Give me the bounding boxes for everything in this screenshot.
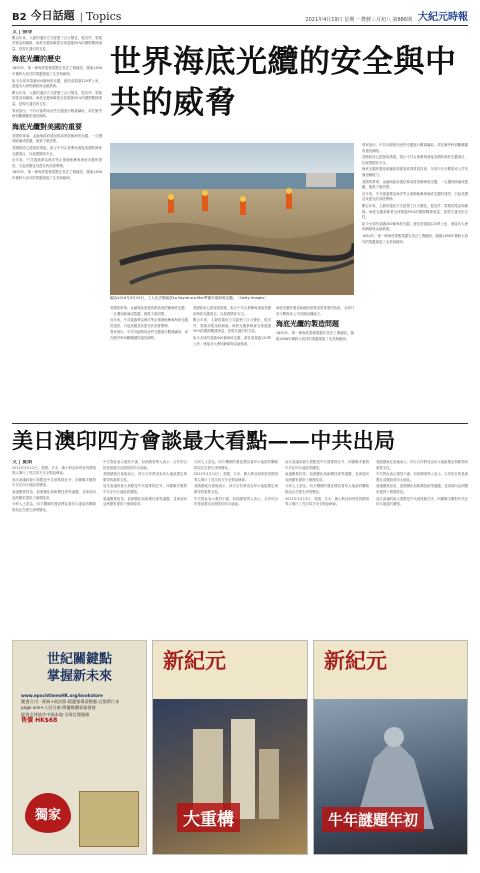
article2-paragraph: 會議聚焦疫苗、氣候變化和新興技術等議題，並承諾向亞洲國家提供十億劑疫苗。 bbox=[12, 489, 96, 500]
article2-paragraph: 2021年3月12日，美國、日本、澳大利亞和印度四國領導人舉行了首次四方安全對話峰會。 bbox=[285, 496, 369, 507]
article1-paragraph: 美國政府已經採取措施，阻止中共企業參與連接美國的海底光纜項目，以保護國家安全。 bbox=[193, 306, 271, 316]
article1-paragraph: 專家指出，中共可能利用這些光纜進行數據竊取，或在衝突時切斷關鍵的通信線路。 bbox=[12, 108, 102, 119]
article2-paragraph: 中共對此表示強烈不滿，但四國領導人表示，合作的目的是維護自由開放的印太地區。 bbox=[103, 460, 187, 470]
article2-paragraph: 美國總統在會後表示，四方合作將成為印太地區穩定與繁榮的重要支柱。 bbox=[194, 484, 278, 494]
article1-paragraph: 如今全球有超過400條海底光纜，總長度超過120萬公里，連接各大洲的網絡與金融系統。 bbox=[12, 78, 102, 89]
article2-paragraph: 會議聚焦疫苗、氣候變化和新興技術等議題，並承諾向亞洲國家提供十億劑疫苗。 bbox=[103, 496, 187, 507]
photo-caption: 圖為2019年3月19日，工人在法國南部La Seyne-sur-Mer準備安裝海底光纜。（Getty Images） bbox=[110, 296, 268, 300]
section-topics: Topics bbox=[85, 10, 122, 23]
article1-paragraph: 美國政府已經採取措施，阻止中共企業參與連接美國的海底光纜項目，以保護國家安全。 bbox=[362, 155, 468, 165]
article1-paragraph: 美國政府已經採取措施，阻止中共企業參與連接美國的海底光纜項目，以保護國家安全。 bbox=[12, 145, 102, 156]
article1-paragraph: 如今全球有超過400條海底光纜，總長度超過120萬公里，連接各大洲的網絡與金融系統。 bbox=[362, 221, 468, 232]
article2-paragraph: 中共對此表示強烈不滿，但四國領導人表示，合作的目的是維護自由開放的印太地區。 bbox=[194, 496, 278, 507]
magazine-title: 新紀元 bbox=[163, 648, 226, 673]
article2-headline: 美日澳印四方會談最大看點——中共出局 bbox=[12, 428, 396, 453]
advert-line1: 雙書合刊：經典+政治版·精選報導看動態·訂閱單行本 bbox=[21, 699, 120, 705]
article1-paragraph: 數百年來，人類的通信方式經歷了巨大變化，從信件、電報到電話和網絡。海底光纜承載著全球超過95%的國際數據流量，是現代通信的支柱。 bbox=[12, 90, 102, 106]
article1-paragraph: 海底光纜的製造和鋪設需要高度專業的技術，全球只有少數幾家公司具備這種能力。 bbox=[276, 306, 354, 316]
paper-logo: 大紀元時報 bbox=[418, 12, 468, 23]
article1-paragraph: 1850年，第一條海底電報電纜在英法之間鋪設，隨後1858年橫跨大西洋的電纜連接了北美與歐洲。 bbox=[12, 66, 102, 76]
advert-url[interactable]: www.epochtimesHK.org/bookstore bbox=[21, 693, 103, 698]
article2-paragraph: 這次會議的最大看點是中共被排除在外，四國聯手應對中共在印太地區的擴張。 bbox=[376, 496, 468, 507]
article2-paragraph: 分析人士認為，四方機制的強化標誌著印太地區的戰略格局正在發生深刻變化。 bbox=[194, 460, 278, 470]
bookstore-advert bbox=[12, 640, 147, 855]
article2-paragraph: 美國總統在會後表示，四方合作將成為印太地區穩定與繁榮的重要支柱。 bbox=[376, 460, 468, 470]
article2-column-3 bbox=[194, 460, 278, 634]
article2-paragraph: 這次會議的最大看點是中共被排除在外，四國聯手應對中共在印太地區的擴張。 bbox=[12, 477, 96, 488]
article1-paragraph: 近年來，中共通過華為海洋等企業積極參與海底光纜的建設，引起美國及其盟友的高度警惕。 bbox=[12, 158, 102, 168]
advert-title-line1: 世紀關鍵點 bbox=[46, 652, 112, 667]
article2-paragraph: 會議聚焦疫苗、氣候變化和新興技術等議題，並承諾向亞洲國家提供十億劑疫苗。 bbox=[285, 472, 369, 482]
article2-paragraph: 分析人士認為，四方機制的強化標誌著印太地區的戰略格局正在發生深刻變化。 bbox=[12, 502, 96, 512]
article1-paragraph: 數百年來，人類的通信方式經歷了巨大變化，從信件、電報到電話和網絡。海底光纜承載著全球超過95%的國際數據流量，是現代通信的支柱。 bbox=[193, 318, 271, 334]
article1-column-3 bbox=[193, 306, 271, 418]
advert-info bbox=[21, 693, 138, 724]
advert-line3: 提供全球協作中國本地·全球訂閱服務 bbox=[21, 711, 90, 717]
article2-column-5 bbox=[376, 460, 468, 634]
article2-paragraph: 這次會議的最大看點是中共被排除在外，四國聯手應對中共在印太地區的擴張。 bbox=[285, 460, 369, 470]
page-header bbox=[12, 6, 468, 26]
article2-column-4 bbox=[285, 460, 369, 634]
magazine-cover-art bbox=[153, 699, 307, 854]
article1-column-5 bbox=[362, 143, 468, 418]
article2-column-2 bbox=[103, 460, 187, 634]
article1-paragraph: 1850年，第一條海底電報電纜在英法之間鋪設，隨後1858年橫跨大西洋的電纜連接了北美與歐洲。 bbox=[276, 331, 354, 341]
advert-title bbox=[13, 651, 146, 685]
article1-subhead: 海底光纜的製造問題 bbox=[276, 320, 339, 329]
article2-paragraph: 會議聚焦疫苗、氣候變化和新興技術等議題，並承諾向亞洲國家提供十億劑疫苗。 bbox=[376, 484, 468, 494]
article2-paragraph: 2021年3月12日，美國、日本、澳大利亞和印度四國領導人舉行了首次四方安全對話峰會。 bbox=[12, 465, 96, 476]
article1-paragraph: 1850年，第一條海底電報電纜在英法之間鋪設，隨後1858年橫跨大西洋的電纜連接了北美與歐洲。 bbox=[362, 233, 468, 244]
article2-paragraph: 美國總統在會後表示，四方合作將成為印太地區穩定與繁榮的重要支柱。 bbox=[103, 472, 187, 482]
magazine-masthead bbox=[314, 641, 467, 699]
article1-paragraph: 1850年，第一條海底電報電纜在英法之間鋪設，隨後1858年橫跨大西洋的電纜連接了北美與歐洲。 bbox=[12, 170, 102, 180]
section-divider bbox=[12, 423, 468, 424]
header-separator: | bbox=[79, 12, 83, 23]
article1-paragraph: 海底光纜的製造和鋪設需要高度專業的技術，全球只有少數幾家公司具備這種能力。 bbox=[362, 167, 468, 177]
article2-column-1 bbox=[12, 460, 96, 634]
article1-byline: 文 | 張菲 bbox=[12, 30, 33, 35]
article1-paragraph: 數百年來，人類的通信方式經歷了巨大變化，從信件、電報到電話和網絡。海底光纜承載著全球超過95%的國際數據流量，是現代通信的支柱。 bbox=[362, 203, 468, 220]
article1-paragraph: 美國的軍事、金融與政府通信都高度依賴海底光纜，一旦遭到破壞或監聽，後果不堪設想。 bbox=[362, 179, 468, 190]
cable-photo-image bbox=[110, 143, 354, 295]
article1-paragraph: 專家指出，中共可能利用這些光纜進行數據竊取，或在衝突時切斷關鍵的通信線路。 bbox=[362, 143, 468, 153]
article1-paragraph: 專家指出，中共可能利用這些光纜進行數據竊取，或在衝突時切斷關鍵的通信線路。 bbox=[110, 330, 188, 340]
magazine-cover-2 bbox=[313, 640, 468, 855]
article1-photo bbox=[110, 143, 354, 295]
article1-paragraph: 數百年來，人類的通信方式經歷了巨大變化，從信件、電報到電話和網絡。海底光纜承載著全球超過95%的國際數據流量，是現代通信的支柱。 bbox=[12, 35, 102, 51]
article2-paragraph: 分析人士認為，四方機制的強化標誌著印太地區的戰略格局正在發生深刻變化。 bbox=[285, 484, 369, 494]
page-number: B2 bbox=[12, 12, 27, 23]
article1-subhead: 海底光纜的歷史 bbox=[12, 55, 61, 64]
advert-price: 售價 HK$68 bbox=[21, 716, 58, 724]
article1-paragraph: 如今全球有超過400條海底光纜，總長度超過120萬公里，連接各大洲的網絡與金融系統。 bbox=[193, 335, 271, 346]
article1-paragraph: 近年來，中共通過華為海洋等企業積極參與海底光纜的建設，引起美國及其盟友的高度警惕。 bbox=[362, 191, 468, 202]
article1-headline: 世界海底光纜的安全與中共的威脅 bbox=[110, 44, 457, 121]
advert-line2: page one+人民日報·傳播媒體事業發展 bbox=[21, 705, 96, 711]
article2-paragraph: 2021年3月12日，美國、日本、澳大利亞和印度四國領導人舉行了首次四方安全對話峰會。 bbox=[194, 472, 278, 482]
issue-date: 2021年4月19日 星期一 農曆三月初八 第886期 bbox=[305, 17, 412, 23]
article1-paragraph: 美國的軍事、金融與政府通信都高度依賴海底光纜，一旦遭到破壞或監聽，後果不堪設想。 bbox=[110, 306, 188, 316]
magazine-cover-1 bbox=[152, 640, 308, 855]
advert-title-line2: 掌握新未來 bbox=[46, 669, 112, 684]
book-image bbox=[79, 791, 139, 847]
magazine-cover-art bbox=[314, 699, 467, 854]
article2-paragraph: 中共對此表示強烈不滿，但四國領導人表示，合作的目的是維護自由開放的印太地區。 bbox=[376, 472, 468, 482]
magazine-title: 新紀元 bbox=[324, 648, 387, 673]
article1-column-2 bbox=[110, 306, 188, 418]
article1-subhead: 海底光纜對美國的重要 bbox=[12, 122, 82, 131]
article1-column-1 bbox=[12, 30, 102, 418]
magazine-masthead bbox=[153, 641, 307, 699]
article1-paragraph: 近年來，中共通過華為海洋等企業積極參與海底光纜的建設，引起美國及其盟友的高度警惕。 bbox=[110, 318, 188, 328]
article2-byline: 文 | 夏雨 bbox=[12, 460, 33, 465]
section-name: 今日話題 bbox=[30, 9, 75, 22]
magazine-cover-headline: 牛年謎題年初 bbox=[322, 807, 424, 832]
magazine-cover-headline: 大重構 bbox=[177, 803, 240, 832]
article1-paragraph: 美國的軍事、金融與政府通信都高度依賴海底光纜，一旦遭到破壞或監聽，後果不堪設想。 bbox=[12, 133, 102, 144]
article1-column-4 bbox=[276, 306, 354, 418]
exclusive-badge: 獨家 bbox=[25, 793, 71, 833]
article2-paragraph: 這次會議的最大看點是中共被排除在外，四國聯手應對中共在印太地區的擴張。 bbox=[103, 484, 187, 494]
